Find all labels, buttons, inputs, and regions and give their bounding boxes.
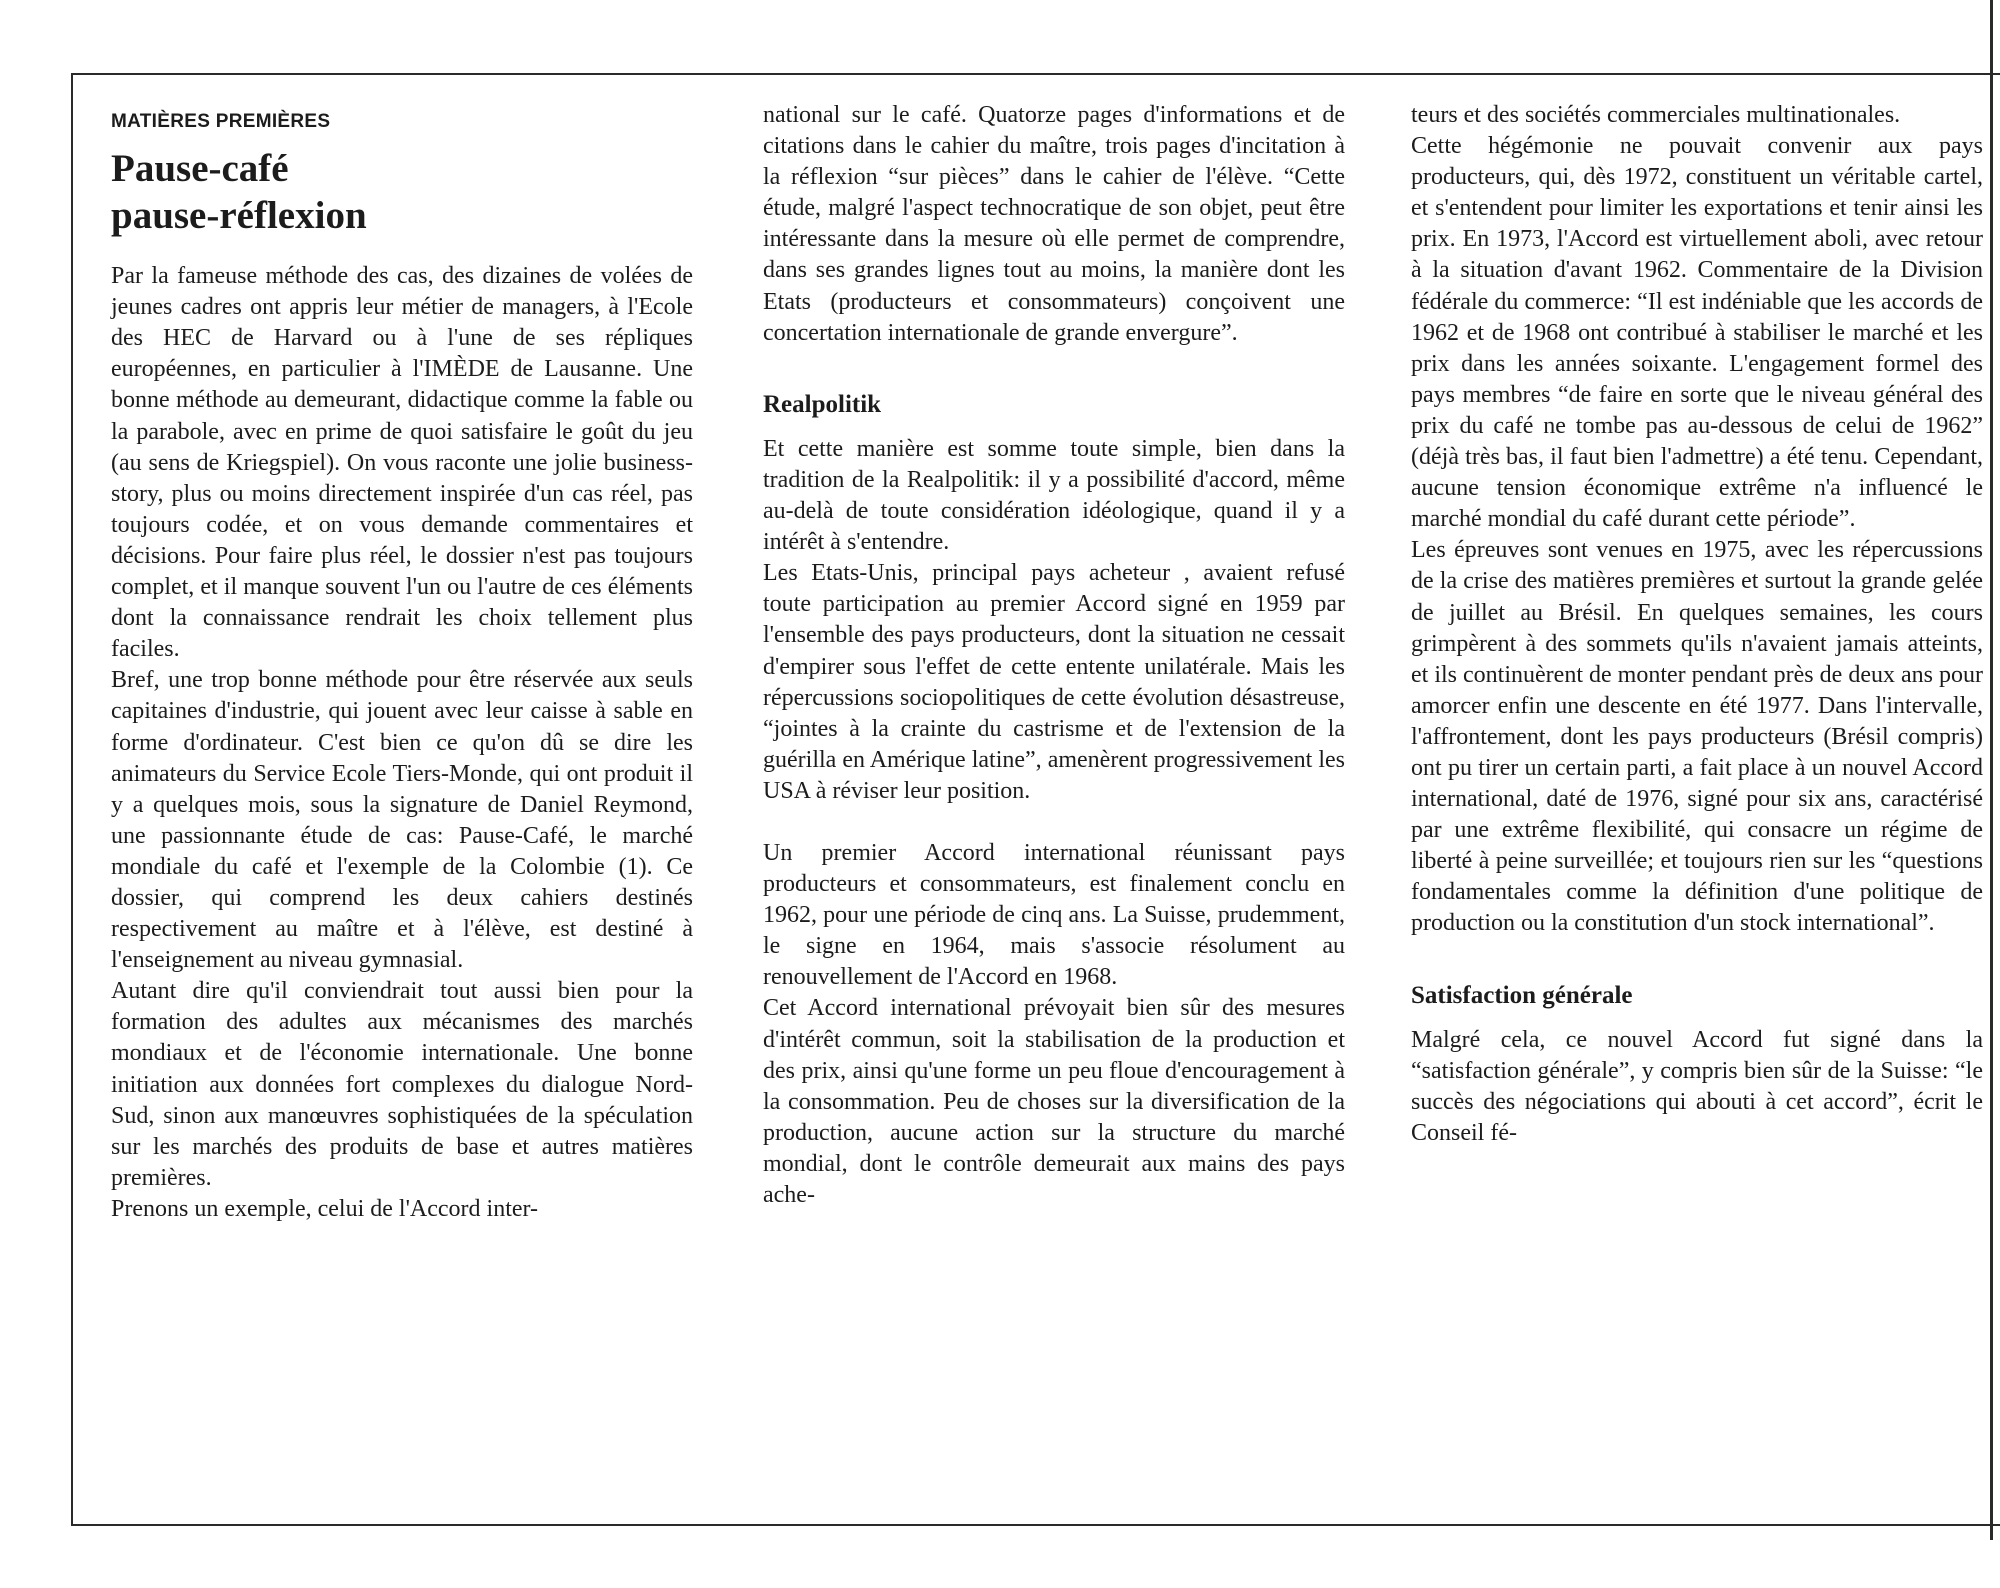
paragraph: Et cette manière est somme toute simple, bien dans la tradition de la Realpolitik: il y a possibilité d'accord, même au-delà de toute considération idéologique, quand il y a intérêt à s'entendre. <box>763 435 1345 556</box>
subheading-satisfaction: Satisfaction générale <box>1411 981 1633 1009</box>
paragraph: Un premier Accord international réunissant pays producteurs et consommateurs, est finalement conclu en 1962, pour une période de cinq ans. La Suisse, prudemment, le signe en 1964, mais s'associe résolument au renouvellement de l'Accord en 1968. <box>763 839 1345 991</box>
paragraph: Cet Accord international prévoyait bien sûr des mesures d'intérêt commun, soit la stabilisation de la production et des prix, ainsi qu'une forme un peu floue d'encouragement à la consommation. Peu de choses sur la diversification de la production, aucune action sur la structure du marché mondial, dont le contrôle demeurait aux mains des pays ache- <box>763 995 1345 1208</box>
paragraph: Cette hégémonie ne pouvait convenir aux pays producteurs, qui, dès 1972, constituent un véritable cartel, et s'entendent pour limiter les exportations et tenir ainsi les prix. En 1973, l'Accord est virtuellement aboli, avec retour à la situation d'avant 1962. Commentaire de la Division fédérale du commerce: “Il est indéniable que les accords de 1962 et de 1968 ont contribué à stabiliser le marché et les prix dans les années soixante. L'engagement formel des pays membres “de faire en sorte que le niveau général des prix du café ne tombe pas au-dessous de celui de 1962” (déjà très bas, il faut bien l'admettre) a été tenu. Cependant, aucune tension économique extrême n'a influencé le marché mondial du café durant cette période”. <box>1411 133 1983 533</box>
subheading-realpolitik: Realpolitik <box>763 390 882 418</box>
column-1 <box>111 100 693 1225</box>
paragraph: Malgré cela, ce nouvel Accord fut signé dans la “satisfaction générale”, y compris bien sûr de la Suisse: “le succès des négociations qui abouti à cet accord”, écrit le Conseil fé- <box>1411 1026 1983 1146</box>
article-title <box>111 145 693 239</box>
paragraph: Autant dire qu'il conviendrait tout aussi bien pour la formation des adultes aux mécanismes des marchés mondiaux et de l'économie internationale. Une bonne initiation aux données fort complexes du dialogue Nord-Sud, sinon aux manœuvres sophistiquées de la spéculation sur les marchés des produits de base et autres matières premières. <box>111 978 693 1191</box>
paragraph: Les épreuves sont venues en 1975, avec les répercussions de la crise des matières premières et surtout la grande gelée de juillet au Brésil. En quelques semaines, les cours grimpèrent à des sommets qu'ils n'avaient jamais atteints, et ils continuèrent de monter pendant près de deux ans pour amorcer enfin une descente en été 1977. Dans l'intervalle, l'affrontement, dont les pays producteurs (Brésil compris) ont pu tirer un certain parti, a fait place à un nouvel Accord international, daté de 1976, signé pour six ans, caractérisé par une extrême flexibilité, qui consacre un régime de liberté à peine surveillée; et toujours rien sur les “questions fondamentales comme la définition d'une politique de production ou la constitution d'un stock international”. <box>1411 537 1983 937</box>
paragraph: teurs et des sociétés commerciales multinationales. <box>1411 102 1901 128</box>
section-kicker: MATIÈRES PREMIÈRES <box>111 111 331 132</box>
paragraph: Par la fameuse méthode des cas, des dizaines de volées de jeunes cadres ont appris leur métier de managers, à l'Ecole des HEC de Harvard ou à l'une de ses répliques européennes, en particulier à l'IMÈDE de Lausanne. Une bonne méthode au demeurant, didactique comme la fable ou la parabole, avec en prime de quoi satisfaire le goût du jeu (au sens de Kriegspiel). On vous raconte une jolie business-story, plus ou moins directement inspirée d'un cas réel, pas toujours codée, et on vous demande commentaires et décisions. Pour faire plus réel, le dossier n'est pas toujours complet, et il manque souvent l'un ou l'autre de ces éléments dont la connaissance rendrait les choix tellement plus faciles. <box>111 263 693 663</box>
title-line-1: Pause-café <box>111 147 289 191</box>
column-2 <box>763 100 1345 1211</box>
page-edge <box>1990 0 1993 1540</box>
column-3 <box>1411 100 1983 1149</box>
paragraph: national sur le café. Quatorze pages d'informations et de citations dans le cahier du maître, trois pages d'incitation à la réflexion “sur pièces” dans le cahier de l'élève. “Cette étude, malgré l'aspect technocratique de son objet, peut être intéressante dans la mesure où elle permet de comprendre, dans ses grandes lignes tout au moins, la manière dont les Etats (producteurs et consommateurs) conçoivent une concertation internationale de grande envergure”. <box>763 102 1345 346</box>
paragraph: Prenons un exemple, celui de l'Accord inter- <box>111 1195 539 1222</box>
paragraph: Bref, une trop bonne méthode pour être réservée aux seuls capitaines d'industrie, qui jouent avec leur caisse à sable en forme d'ordinateur. C'est bien ce qu'on dû se dire les animateurs du Service Ecole Tiers-Monde, qui ont produit il y a quelques mois, sous la signature de Daniel Reymond, une passionnante étude de cas: Pause-Café, le marché mondiale du café et l'exemple de la Colombie (1). Ce dossier, qui comprend les deux cahiers destinés respectivement au maître et à l'élève, est destiné à l'enseignement au niveau gymnasial. <box>111 667 693 974</box>
title-line-2: pause-réflexion <box>111 194 367 238</box>
paragraph: Les Etats-Unis, principal pays acheteur , avaient refusé toute participation au premier Accord signé en 1959 par l'ensemble des pays producteurs, dont la situation ne cessait d'empirer sous l'effet de cette entente unilatérale. Mais les répercussions sociopolitiques de cette évolution désastreuse, “jointes à la crainte du castrisme et de l'extension de la guérilla en Amérique latine”, amenèrent progressivement les USA à réviser leur position. <box>763 560 1345 804</box>
